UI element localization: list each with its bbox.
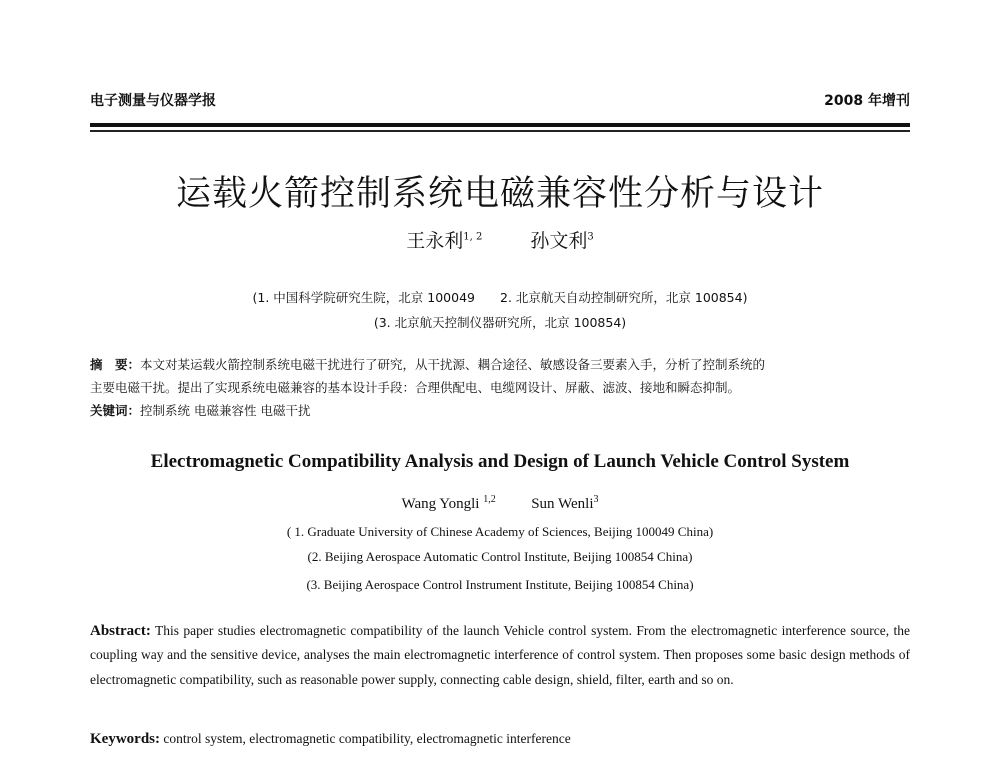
keywords-cn-label: 关键词： — [90, 403, 141, 418]
affiliation-en: (2. Beijing Aerospace Automatic Control Institute, Beijing 100854 China) — [307, 549, 693, 564]
title-cn: 运载火箭控制系统电磁兼容性分析与设计 — [175, 174, 824, 214]
abstract-en-label: Abstract: — [90, 623, 151, 639]
author-name: 王永利 — [406, 230, 464, 252]
author-name: Sun Wenli — [531, 496, 594, 512]
authors-en — [90, 494, 910, 513]
header-rule-thin — [90, 130, 910, 132]
author-affil: 1, 2 — [463, 231, 483, 243]
author-affil: 3 — [593, 494, 599, 505]
keywords-en-text: control system, electromagnetic compatibility, electromagnetic interference — [163, 731, 571, 746]
journal-issue: 2008 年增刊 — [824, 93, 910, 109]
abstract-cn-line: 主要电磁干扰。提出了实现系统电磁兼容的基本设计手段：合理供配电、电缆网设计、屏蔽、滤波、接地和瞬态抑制。 — [90, 380, 741, 395]
journal-name: 电子测量与仪器学报 — [90, 93, 216, 109]
abstract-en-text: This paper studies electromagnetic compatibility of the launch Vehicle control system. From the electromagnetic interference source, the coupling way and the sensitive device, analyses the main electromagnetic interference of control system. Then proposes some basic design methods of electromagnetic compatibility, such as reasonable power supply, connecting cable design, shield, filter, earth and so on. — [90, 623, 910, 687]
abstract-cn-label: 摘 要： — [90, 357, 141, 372]
author-affil: 3 — [587, 231, 594, 243]
author-name: Wang Yongli — [401, 496, 480, 512]
keywords-en-label: Keywords: — [90, 731, 160, 747]
affiliation-cn: (3. 北京航天控制仪器研究所，北京 100854) — [373, 315, 627, 330]
affiliation-en: ( 1. Graduate University of Chinese Academy of Sciences, Beijing 100049 China) — [286, 524, 714, 539]
affiliation-en: (3. Beijing Aerospace Control Instrument Institute, Beijing 100854 China) — [306, 577, 694, 592]
keywords-cn — [90, 401, 910, 419]
authors-cn — [90, 226, 910, 253]
abstract-cn-text: 本文对某运载火箭控制系统电磁干扰进行了研究，从干扰源、耦合途径、敏感设备三要素入手，分析了控制系统的 — [140, 357, 766, 372]
keywords-cn-text: 控制系统 电磁兼容性 电磁干扰 — [140, 403, 311, 418]
affiliation-cn: (1. 中国科学院研究生院，北京 100049 2. 北京航天自动控制研究所，北京 100854) — [252, 290, 748, 305]
keywords-en — [90, 731, 571, 748]
abstract-cn-line — [90, 355, 910, 373]
title-en: Electromagnetic Compatibility Analysis and Design of Launch Vehicle Control System — [150, 451, 850, 472]
abstract-en — [90, 619, 910, 692]
header-rule-thick — [90, 123, 910, 127]
author-affil: 1,2 — [483, 494, 496, 505]
author-name: 孙文利 — [530, 230, 588, 252]
